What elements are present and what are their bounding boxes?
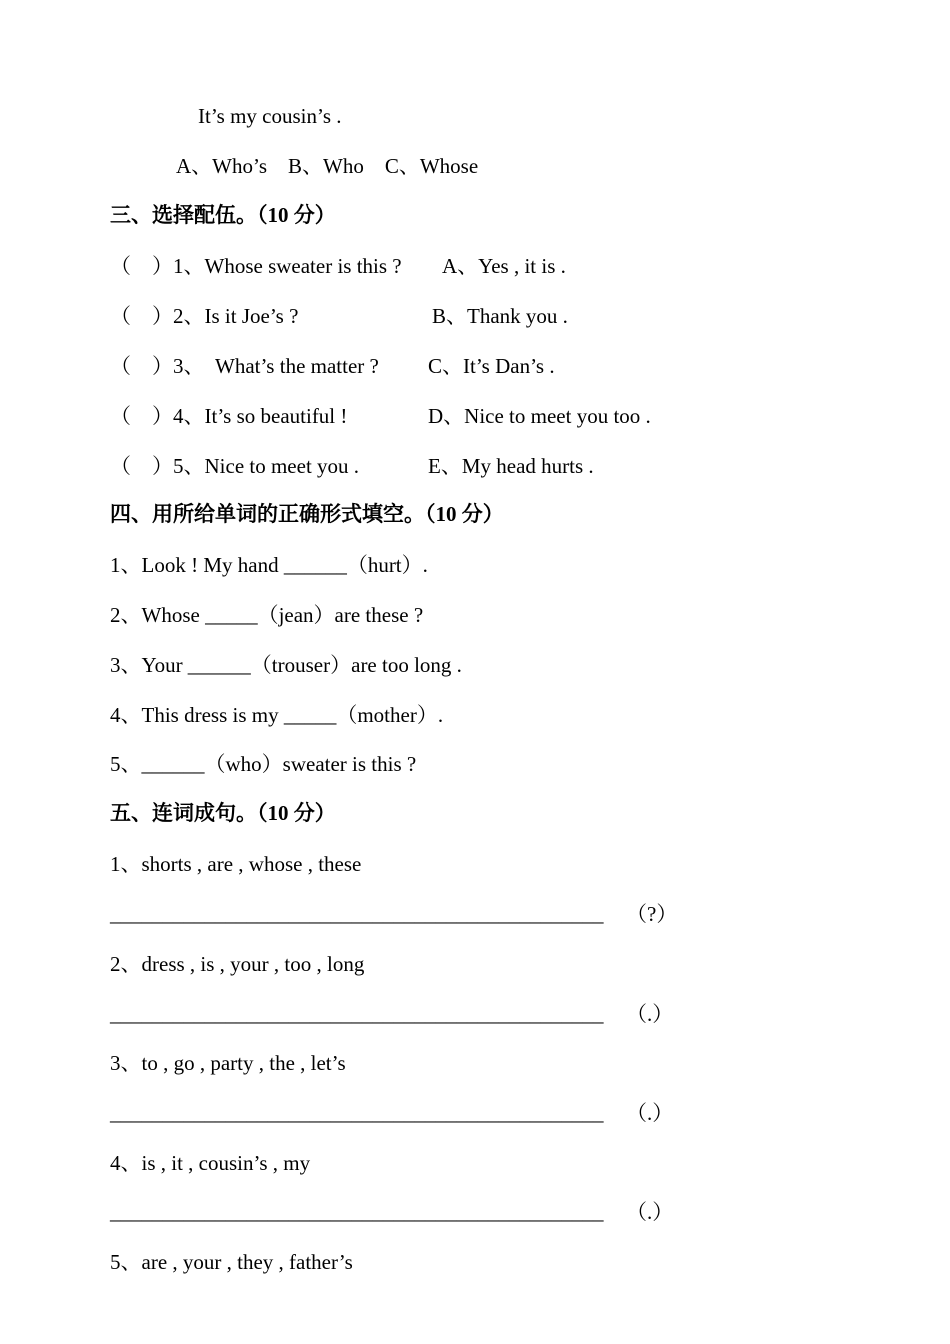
fill-item-5: 5、______（who）sweater is this ?: [110, 752, 417, 776]
match-left-2: （ ）2、Is it Joe’s ?: [110, 304, 299, 328]
match-right-2: B、Thank you .: [432, 304, 568, 328]
match-left-5: （ ）5、Nice to meet you .: [110, 454, 360, 478]
order-punct-3: （.）: [626, 1101, 674, 1125]
order-answer-line-4: _______________________________________________: [110, 1200, 604, 1224]
order-words-1: 1、shorts , are , whose , these: [110, 852, 362, 876]
match-left-4: （ ）4、It’s so beautiful !: [110, 404, 348, 428]
order-words-4: 4、is , it , cousin’s , my: [110, 1151, 311, 1175]
order-words-3: 3、to , go , party , the , let’s: [110, 1051, 346, 1075]
order-answer-line-3: _______________________________________________: [110, 1101, 604, 1125]
order-answer-line-2: _______________________________________________: [110, 1002, 604, 1026]
fill-item-2: 2、Whose _____（jean）are these ?: [110, 603, 424, 627]
section5-heading: 五、连词成句。（10 分）: [110, 801, 336, 825]
order-answer-line-1: _______________________________________________: [110, 902, 604, 926]
order-punct-4: （.）: [626, 1200, 674, 1224]
match-right-1: A、Yes , it is .: [442, 254, 566, 278]
order-punct-1: （?）: [626, 902, 678, 926]
prev-answer-line: It’s my cousin’s .: [198, 104, 342, 128]
section4-heading: 四、用所给单词的正确形式填空。（10 分）: [110, 502, 504, 526]
order-words-2: 2、dress , is , your , too , long: [110, 952, 365, 976]
match-right-4: D、Nice to meet you too .: [428, 404, 651, 428]
order-words-5: 5、are , your , they , father’s: [110, 1250, 353, 1274]
section3-heading: 三、选择配伍。（10 分）: [110, 203, 336, 227]
fill-item-3: 3、Your ______（trouser）are too long .: [110, 653, 462, 677]
order-punct-2: （.）: [626, 1002, 674, 1026]
match-right-3: C、It’s Dan’s .: [428, 354, 555, 378]
fill-item-4: 4、This dress is my _____（mother）.: [110, 703, 444, 727]
match-left-1: （ ）1、Whose sweater is this ?: [110, 254, 402, 278]
match-right-5: E、My head hurts .: [428, 454, 594, 478]
prev-options: A、Who’s B、Who C、Whose: [176, 154, 479, 178]
fill-item-1: 1、Look ! My hand ______（hurt）.: [110, 553, 428, 577]
match-left-3: （ ）3、 What’s the matter ?: [110, 354, 379, 378]
